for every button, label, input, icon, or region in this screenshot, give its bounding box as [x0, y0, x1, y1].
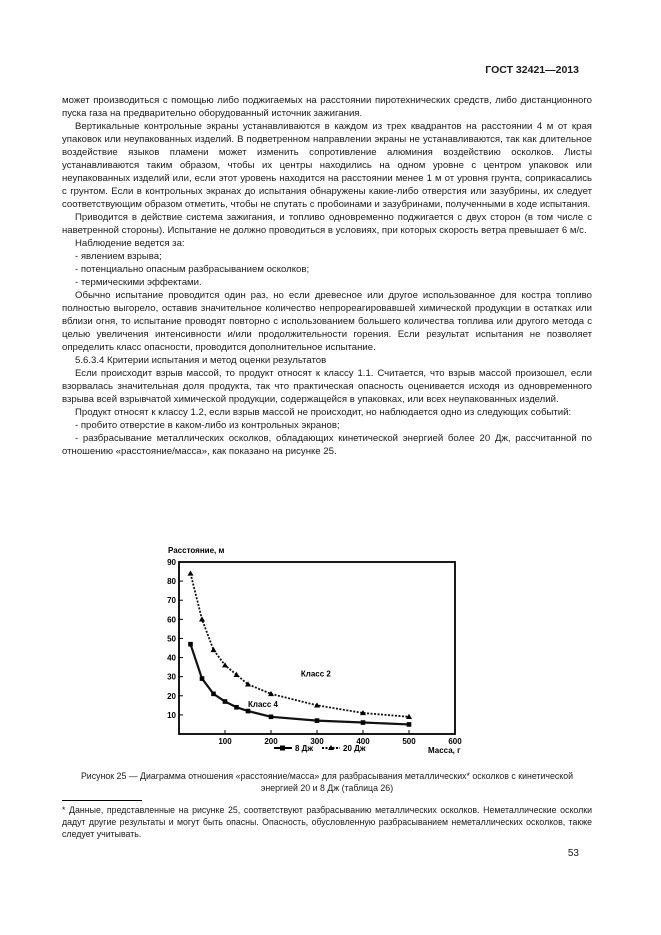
x-tick-label: 500 — [402, 737, 416, 746]
x-tick-label: 600 — [448, 737, 462, 746]
y-tick-label: 70 — [167, 596, 176, 606]
legend-label-20j: 20 Дж — [343, 744, 366, 753]
data-point-20j — [199, 616, 205, 621]
x-tick-label: 200 — [264, 737, 278, 746]
page-number: 53 — [567, 848, 579, 859]
paragraph: Вертикальные контрольные экраны устанавливаются в каждом из трех квадрантов на расстоянии 4 м от края упаковок или неупакованных изделий. В подветренном направлении экраны не устанавливаются, так как длительное воздействие языков пламени может изменить сопротивление алюминия воздействию осколков. Листы устанавливаются таким образом, чтобы их центры находились на одном уровне с центром упаковок или неупакованных изделий или, если этот уровень находится на расстоянии менее 1 м от уровня грунта, соприкасались с грунтом. Если в контрольных экранах до испытания обнаружены какие-либо отверстия или зазубрины, их следует соответствующим образом отметить, чтобы не спутать с пробоинами и зазубринами, полученными в ходе испытания. — [62, 121, 592, 210]
list-item: - пробито отверстие в каком-либо из контрольных экранов; — [75, 420, 340, 431]
paragraph: может производиться с помощью либо поджигаемых на расстоянии пиротехнических средств, либо дистанционного пуска газа на предварительно оборудованный источник зажигания. — [62, 95, 592, 119]
paragraph: Обычно испытание проводится один раз, но если древесное или другое использованное для костра топливо полностью выгорело, оставив значительное количество непрореагировавшей химической продукции в остатках или вблизи огня, то испытание проводят повторно с использованием большего количества топлива или другого метода с целью увеличения интенсивности и/или продолжительности горения. Если результат испытания не позволяет определить класс опасности, проводится дополнительное испытание. — [62, 290, 592, 353]
x-tick-label: 300 — [310, 737, 324, 746]
footnote: * Данные, представленные на рисунке 25, соответствуют разбрасыванию металлических осколков. Неметаллические осколки дадут другие результаты и могут быть опасны. Опасность, обусловленную разбрасыванием неметаллических осколков, также следует учитывать. — [62, 805, 592, 839]
data-point-8j — [223, 699, 228, 704]
data-point-20j — [234, 672, 240, 677]
series-label-class-2: Класс 2 — [300, 669, 331, 679]
y-tick-label: 90 — [167, 558, 176, 567]
data-point-8j — [246, 709, 251, 714]
y-tick-label: 50 — [167, 634, 176, 644]
legend-label-8j: 8 Дж — [295, 744, 314, 753]
x-tick-label: 100 — [218, 737, 232, 746]
footnote-separator — [62, 800, 142, 801]
data-point-8j — [200, 676, 205, 681]
data-point-8j — [315, 718, 320, 723]
figure-25 — [150, 540, 480, 770]
series-label-class-4: Класс 4 — [248, 700, 278, 710]
data-point-8j — [188, 642, 193, 647]
list-item: - потенциально опасным разбрасыванием осколков; — [75, 264, 310, 275]
x-tick-label: 400 — [356, 737, 370, 746]
y-tick-label: 10 — [167, 710, 176, 720]
y-axis-label: Расстояние, м — [168, 546, 225, 555]
data-point-20j — [245, 681, 251, 686]
data-point-8j — [407, 722, 412, 727]
distance-mass-chart — [150, 540, 480, 770]
data-point-20j — [211, 647, 217, 652]
series-line-8j — [191, 644, 410, 724]
paragraph: Приводится в действие система зажигания, и топливо одновременно поджигается с двух сторон (в том числе с наветренной стороны). Испытание не должно проводиться в условиях, при которых скорость ветра превышает 6 м/с. — [62, 212, 592, 236]
plot-frame — [179, 562, 455, 734]
y-tick-label: 40 — [167, 653, 176, 663]
document-header: ГОСТ 32421—2013 — [485, 64, 579, 76]
data-point-8j — [269, 715, 274, 720]
series-line-20j — [191, 573, 410, 716]
paragraph: Наблюдение ведется за: — [75, 238, 185, 249]
paragraph: Если происходит взрыв массой, то продукт относят к классу 1.1. Считается, что взрыв массой произошел, если взорвалась значительная доля продукта, так что практическая опасность оценивается исходя из одновременного взрыва всей взрывчатой химической продукции, содержащейся в упаковках, или всех неупакованных изделий. — [62, 368, 592, 405]
body-text — [62, 94, 592, 458]
data-point-20j — [188, 570, 194, 575]
list-item: - разбрасывание металлических осколков, обладающих кинетической энергией более 20 Дж, рассчитанной по отношению «расстояние/масса», как показано на рисунке 25. — [62, 433, 592, 457]
figure-caption: Рисунок 25 — Диаграмма отношения «расстояние/масса» для разбрасывания металлических* осколков с кинетической энергией 20 и 8 Дж (таблица 26) — [80, 771, 574, 793]
y-tick-label: 60 — [167, 615, 176, 625]
list-item: - термическими эффектами. — [75, 277, 202, 288]
y-tick-label: 30 — [167, 672, 176, 682]
list-item: - явлением взрыва; — [75, 251, 162, 262]
data-point-8j — [211, 692, 216, 697]
data-point-8j — [361, 720, 366, 725]
section-heading: 5.6.3.4 Критерии испытания и метод оценки результатов — [75, 355, 327, 366]
y-tick-label: 80 — [167, 577, 176, 587]
paragraph: Продукт относят к классу 1.2, если взрыв массой не происходит, но наблюдается одно из следующих событий: — [75, 407, 572, 418]
data-point-8j — [234, 705, 239, 710]
y-tick-label: 20 — [167, 691, 176, 701]
x-axis-label: Масса, г — [428, 746, 461, 755]
